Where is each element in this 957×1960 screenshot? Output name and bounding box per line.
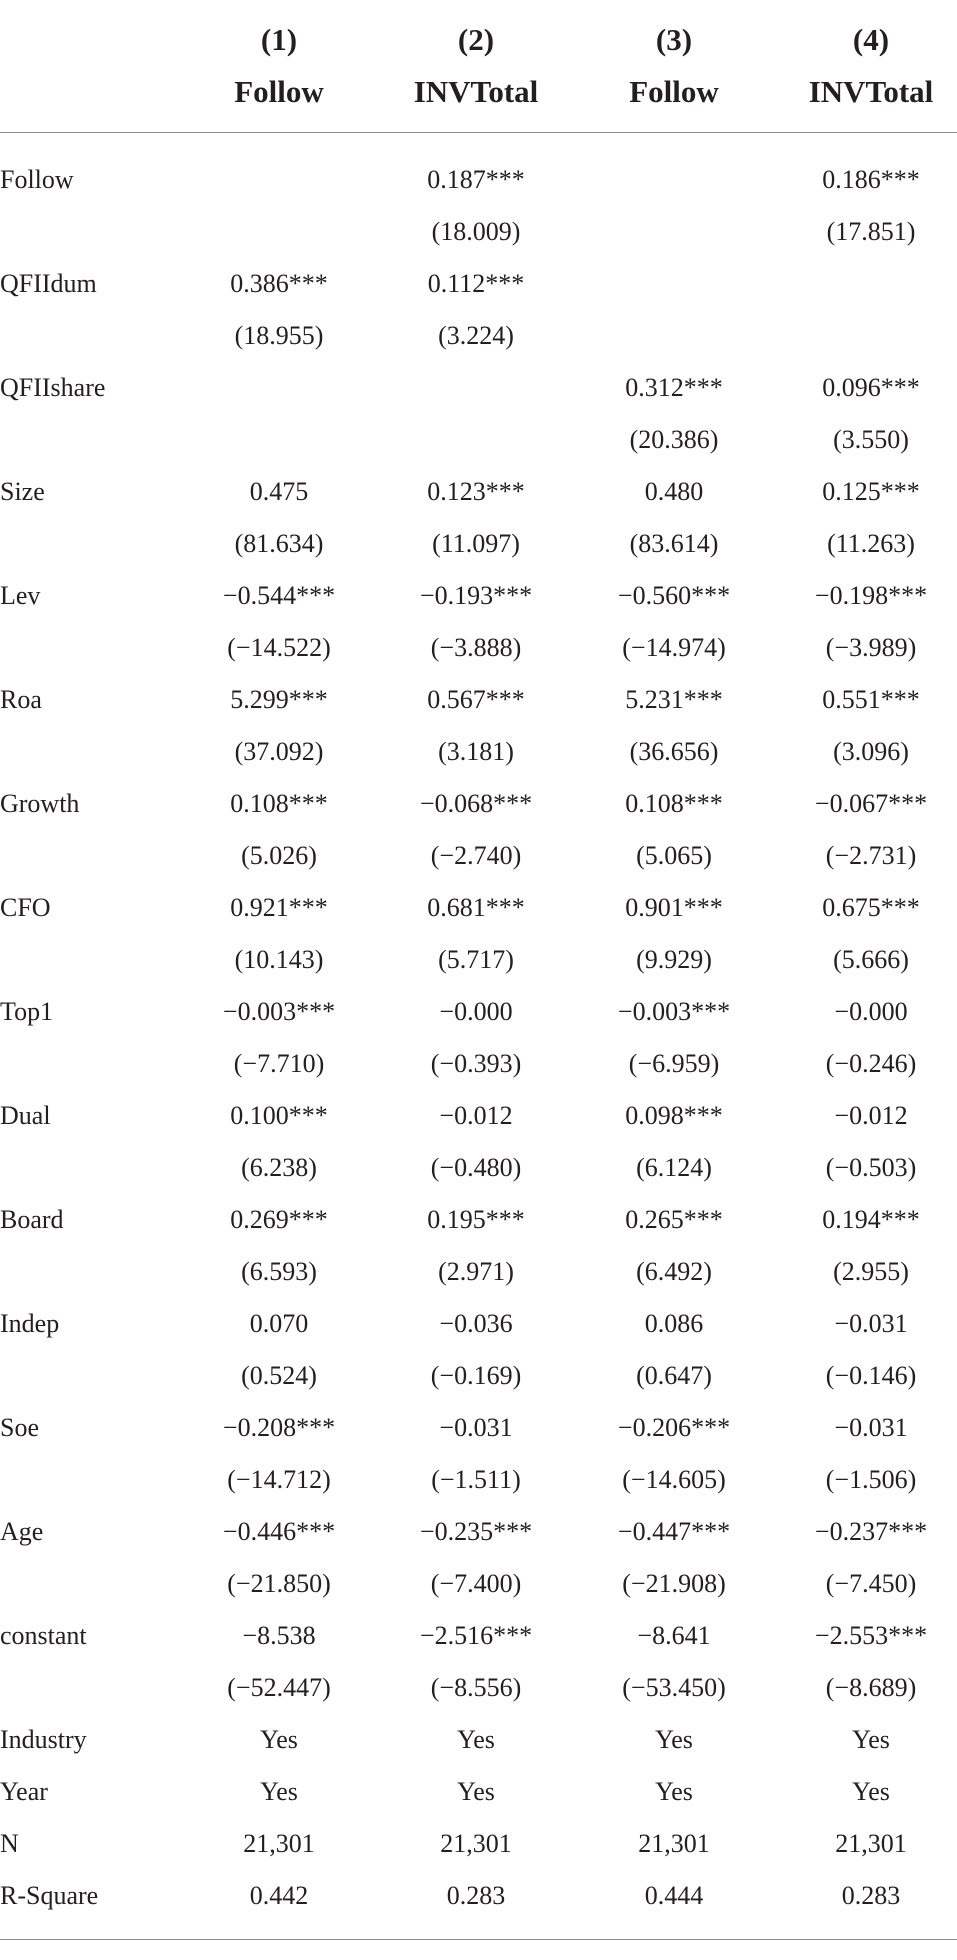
table-cell-col-2: −0.068*** <box>419 789 533 818</box>
row-label: Size <box>0 477 45 506</box>
table-cell-col-3: (9.929) <box>636 945 712 974</box>
table-row <box>0 362 957 414</box>
table-row <box>0 934 957 986</box>
column-number-1: (1) <box>260 22 298 57</box>
table-cell-col-2: Yes <box>457 1777 495 1806</box>
table-cell-col-2: (−2.740) <box>430 841 522 870</box>
table-cell-col-4: 0.194*** <box>822 1205 920 1234</box>
table-cell-col-1: (37.092) <box>234 737 324 766</box>
table-row <box>0 1298 957 1350</box>
table-cell-col-1: (10.143) <box>234 945 324 974</box>
table-cell-col-3: 0.901*** <box>625 893 723 922</box>
table-cell-col-4: (11.263) <box>827 529 915 558</box>
table-cell-col-4: (−0.146) <box>825 1361 917 1390</box>
row-label: Soe <box>0 1413 39 1442</box>
table-cell-col-1: (5.026) <box>241 841 317 870</box>
table-cell-col-4: 0.186*** <box>822 165 920 194</box>
table-cell-col-2: −0.036 <box>439 1309 513 1338</box>
table-cell-col-3: −8.641 <box>637 1621 711 1650</box>
table-cell-col-1: 0.442 <box>249 1881 309 1910</box>
row-label: QFIIdum <box>0 269 97 298</box>
table-row <box>0 414 957 466</box>
row-label: constant <box>0 1621 87 1650</box>
table-cell-col-4: 0.675*** <box>822 893 920 922</box>
table-cell-col-2: (2.971) <box>438 1257 514 1286</box>
table-cell-col-3: Yes <box>655 1725 693 1754</box>
table-cell-col-2: −0.012 <box>439 1101 513 1130</box>
table-cell-col-1: −0.446*** <box>222 1517 336 1546</box>
table-row <box>0 518 957 570</box>
table-row <box>0 1506 957 1558</box>
table-row <box>0 986 957 1038</box>
table-cell-col-1: −0.003*** <box>222 997 336 1026</box>
table-cell-col-3: (36.656) <box>629 737 719 766</box>
row-label: Year <box>0 1777 48 1806</box>
row-label: Board <box>0 1205 64 1234</box>
table-cell-col-1: (18.955) <box>234 321 324 350</box>
table-row <box>0 1142 957 1194</box>
table-row <box>0 1454 957 1506</box>
row-label: Roa <box>0 685 42 714</box>
table-cell-col-1: 0.269*** <box>230 1205 328 1234</box>
column-name-4: INVTotal <box>808 74 934 109</box>
row-label: Indep <box>0 1309 60 1338</box>
header-name-row <box>0 72 957 112</box>
table-cell-col-4: (−1.506) <box>825 1465 917 1494</box>
table-cell-col-2: −0.031 <box>439 1413 513 1442</box>
table-row <box>0 466 957 518</box>
table-cell-col-2: (11.097) <box>432 529 520 558</box>
table-cell-col-2: (−7.400) <box>430 1569 522 1598</box>
table-cell-col-1: (−7.710) <box>233 1049 325 1078</box>
table-cell-col-1: 0.386*** <box>230 269 328 298</box>
row-label: Industry <box>0 1725 87 1754</box>
table-cell-col-1: (−21.850) <box>227 1569 331 1598</box>
table-cell-col-4: −0.031 <box>834 1309 908 1338</box>
table-cell-col-2: −0.235*** <box>419 1517 533 1546</box>
table-cell-col-1: Yes <box>260 1725 298 1754</box>
column-number-2: (2) <box>457 22 495 57</box>
table-cell-col-3: 0.108*** <box>625 789 723 818</box>
table-cell-col-2: (−1.511) <box>431 1465 521 1494</box>
table-cell-col-2: (−0.480) <box>430 1153 522 1182</box>
table-cell-col-2: (−8.556) <box>430 1673 522 1702</box>
table-cell-col-2: −2.516*** <box>419 1621 533 1650</box>
row-label: CFO <box>0 893 51 922</box>
column-name-3: Follow <box>629 74 719 109</box>
header-divider <box>0 132 957 133</box>
row-label: Dual <box>0 1101 51 1130</box>
table-row <box>0 674 957 726</box>
table-cell-col-1: 0.108*** <box>230 789 328 818</box>
bottom-divider <box>0 1939 957 1940</box>
table-cell-col-4: (−0.503) <box>825 1153 917 1182</box>
table-cell-col-2: Yes <box>457 1725 495 1754</box>
table-cell-col-4: −0.012 <box>834 1101 908 1130</box>
table-cell-col-1: 21,301 <box>243 1829 315 1858</box>
column-name-1: Follow <box>234 74 324 109</box>
table-cell-col-2: −0.193*** <box>419 581 533 610</box>
table-cell-col-1: (−14.522) <box>227 633 331 662</box>
table-cell-col-1: Yes <box>260 1777 298 1806</box>
table-cell-col-4: 0.096*** <box>822 373 920 402</box>
table-cell-col-2: (5.717) <box>438 945 514 974</box>
table-cell-col-4: (−7.450) <box>825 1569 917 1598</box>
table-cell-col-2: 0.112*** <box>427 269 525 298</box>
table-cell-col-3: 0.444 <box>644 1881 704 1910</box>
table-cell-col-3: (0.647) <box>636 1361 712 1390</box>
table-row <box>0 882 957 934</box>
table-cell-col-4: (3.550) <box>833 425 909 454</box>
table-cell-col-2: (−0.169) <box>430 1361 522 1390</box>
table-cell-col-2: (18.009) <box>431 217 521 246</box>
table-cell-col-3: 0.480 <box>644 477 704 506</box>
table-cell-col-3: Yes <box>655 1777 693 1806</box>
table-cell-col-3: 0.312*** <box>625 373 723 402</box>
table-cell-col-4: −0.000 <box>834 997 908 1026</box>
table-row <box>0 622 957 674</box>
header-number-row <box>0 20 957 60</box>
table-row <box>0 778 957 830</box>
row-label: Growth <box>0 789 80 818</box>
table-cell-col-3: −0.003*** <box>617 997 731 1026</box>
table-cell-col-4: (−0.246) <box>825 1049 917 1078</box>
table-row <box>0 1610 957 1662</box>
row-label: Age <box>0 1517 44 1546</box>
table-cell-col-3: 0.086 <box>644 1309 704 1338</box>
table-cell-col-4: (−3.989) <box>825 633 917 662</box>
table-row <box>0 830 957 882</box>
table-cell-col-4: −0.237*** <box>814 1517 928 1546</box>
row-label: N <box>0 1829 19 1858</box>
table-row <box>0 258 957 310</box>
table-cell-col-3: (6.492) <box>636 1257 712 1286</box>
table-row <box>0 1350 957 1402</box>
table-row <box>0 1090 957 1142</box>
table-cell-col-1: −0.208*** <box>222 1413 336 1442</box>
table-cell-col-2: (−3.888) <box>430 633 522 662</box>
table-row <box>0 1766 957 1818</box>
table-cell-col-4: 0.283 <box>841 1881 901 1910</box>
table-row <box>0 1246 957 1298</box>
table-cell-col-3: (−14.605) <box>622 1465 726 1494</box>
row-label: Lev <box>0 581 41 610</box>
table-cell-col-4: Yes <box>852 1777 890 1806</box>
table-row <box>0 206 957 258</box>
table-cell-col-3: (−14.974) <box>622 633 726 662</box>
table-cell-col-1: −8.538 <box>242 1621 316 1650</box>
table-cell-col-4: (3.096) <box>833 737 909 766</box>
table-cell-col-3: 0.265*** <box>625 1205 723 1234</box>
table-cell-col-1: 0.475 <box>249 477 309 506</box>
table-cell-col-2: (3.224) <box>438 321 514 350</box>
table-body <box>0 154 957 1922</box>
table-cell-col-1: (81.634) <box>234 529 324 558</box>
table-cell-col-2: 0.187*** <box>427 165 525 194</box>
table-cell-col-1: 0.100*** <box>230 1101 328 1130</box>
table-cell-col-2: (−0.393) <box>430 1049 522 1078</box>
table-cell-col-4: (2.955) <box>833 1257 909 1286</box>
table-cell-col-1: (6.593) <box>241 1257 317 1286</box>
table-cell-col-3: (−21.908) <box>622 1569 726 1598</box>
table-cell-col-4: (17.851) <box>826 217 916 246</box>
table-cell-col-4: −2.553*** <box>814 1621 928 1650</box>
table-row <box>0 154 957 206</box>
table-cell-col-3: (−53.450) <box>622 1673 726 1702</box>
table-cell-col-3: 21,301 <box>638 1829 710 1858</box>
table-row <box>0 1714 957 1766</box>
table-row <box>0 1194 957 1246</box>
table-row <box>0 570 957 622</box>
table-cell-col-2: 0.567*** <box>427 685 525 714</box>
table-cell-col-1: −0.544*** <box>222 581 336 610</box>
table-row <box>0 1402 957 1454</box>
table-cell-col-4: (−8.689) <box>825 1673 917 1702</box>
table-cell-col-3: −0.560*** <box>617 581 731 610</box>
table-cell-col-4: Yes <box>852 1725 890 1754</box>
table-cell-col-1: (−14.712) <box>227 1465 331 1494</box>
table-cell-col-1: (6.238) <box>241 1153 317 1182</box>
row-label: Top1 <box>0 997 54 1026</box>
table-cell-col-3: −0.447*** <box>617 1517 731 1546</box>
row-label: QFIIshare <box>0 373 106 402</box>
column-name-2: INVTotal <box>413 74 539 109</box>
table-cell-col-3: −0.206*** <box>617 1413 731 1442</box>
table-cell-col-4: −0.031 <box>834 1413 908 1442</box>
table-cell-col-2: 21,301 <box>440 1829 512 1858</box>
table-row <box>0 1818 957 1870</box>
table-cell-col-1: 5.299*** <box>230 685 328 714</box>
table-cell-col-2: 0.681*** <box>427 893 525 922</box>
table-row <box>0 1662 957 1714</box>
table-cell-col-3: (5.065) <box>636 841 712 870</box>
table-cell-col-4: 0.125*** <box>822 477 920 506</box>
table-cell-col-3: (6.124) <box>636 1153 712 1182</box>
table-cell-col-4: (5.666) <box>833 945 909 974</box>
table-cell-col-2: −0.000 <box>439 997 513 1026</box>
table-cell-col-1: (0.524) <box>241 1361 317 1390</box>
table-cell-col-2: (3.181) <box>438 737 514 766</box>
table-row <box>0 1870 957 1922</box>
table-cell-col-4: −0.067*** <box>814 789 928 818</box>
table-cell-col-4: −0.198*** <box>814 581 928 610</box>
table-cell-col-3: (83.614) <box>629 529 719 558</box>
column-number-4: (4) <box>852 22 890 57</box>
row-label: R-Square <box>0 1881 99 1910</box>
table-cell-col-1: 0.921*** <box>230 893 328 922</box>
table-cell-col-2: 0.283 <box>446 1881 506 1910</box>
table-cell-col-3: 0.098*** <box>625 1101 723 1130</box>
table-cell-col-4: 0.551*** <box>822 685 920 714</box>
column-number-3: (3) <box>655 22 693 57</box>
table-cell-col-3: (−6.959) <box>628 1049 720 1078</box>
row-label: Follow <box>0 165 74 194</box>
table-row <box>0 1038 957 1090</box>
table-row <box>0 310 957 362</box>
table-row <box>0 1558 957 1610</box>
table-cell-col-4: 21,301 <box>835 1829 907 1858</box>
table-cell-col-1: (−52.447) <box>227 1673 331 1702</box>
table-cell-col-2: 0.123*** <box>427 477 525 506</box>
table-cell-col-3: (20.386) <box>629 425 719 454</box>
table-cell-col-3: 5.231*** <box>625 685 723 714</box>
table-cell-col-2: 0.195*** <box>427 1205 525 1234</box>
table-cell-col-1: 0.070 <box>249 1309 309 1338</box>
table-row <box>0 726 957 778</box>
table-cell-col-4: (−2.731) <box>825 841 917 870</box>
